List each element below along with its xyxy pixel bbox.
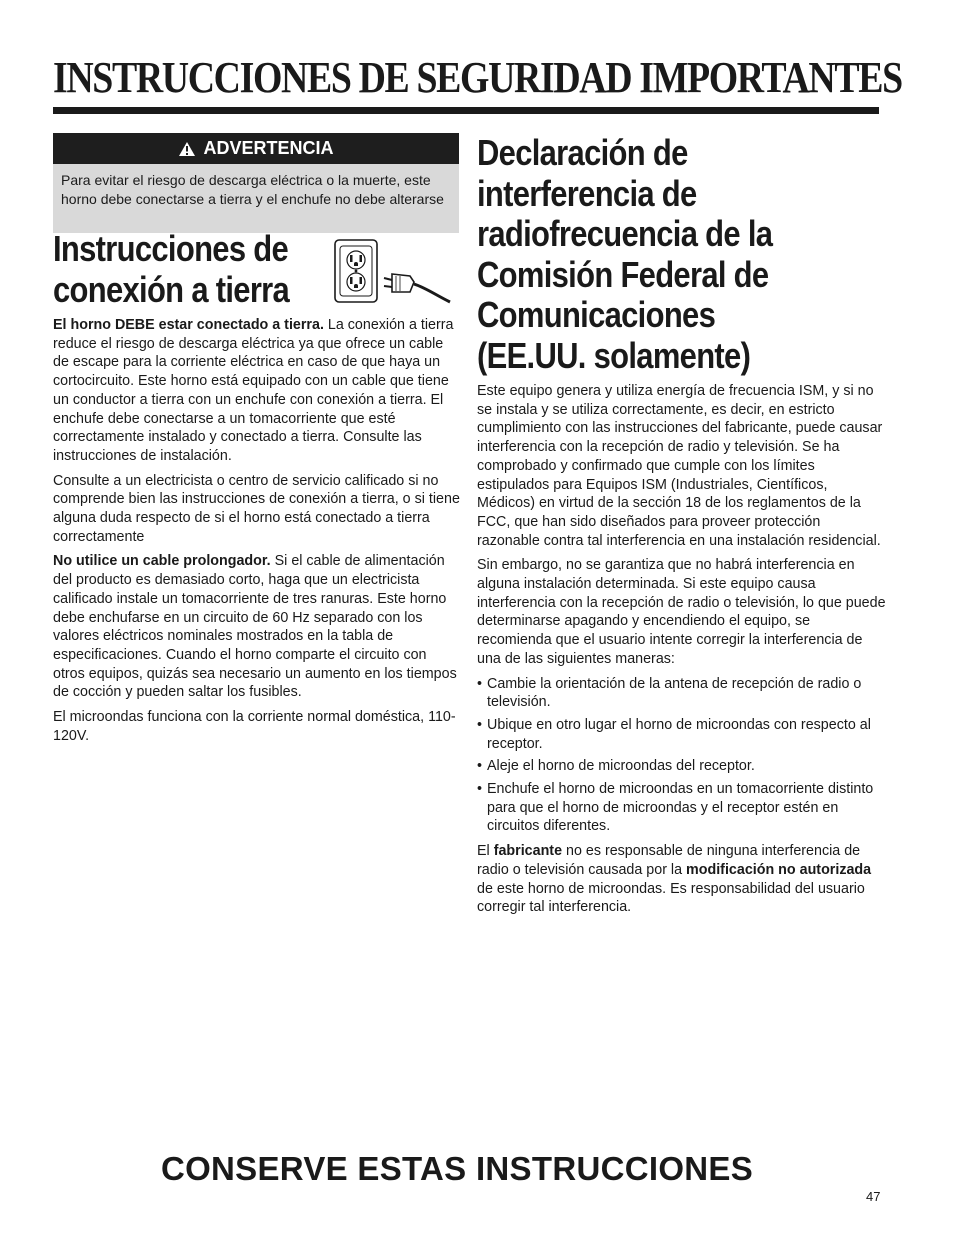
list-item: • Ubique en otro lugar el horno de microondas con respecto al receptor. bbox=[477, 716, 887, 753]
fcc-p3-text: no es responsable de ninguna interferencia de radio o televisión causada por la bbox=[477, 843, 861, 878]
warning-box bbox=[53, 133, 459, 233]
fcc-paragraph-2: Sin embargo, no se garantiza que no habrá interferencia en alguna instalación determinada. Si este equipo causa interferencia con la recepción de radio o televisión, lo que puede determinarse apagando y encendiendo el equipo, se recomienda que el usuario intente corregir la interferencia de una de las siguientes maneras: bbox=[477, 557, 886, 667]
list-item: • Aleje el horno de microondas del receptor. bbox=[477, 757, 887, 776]
fcc-heading bbox=[477, 133, 772, 376]
title-rule bbox=[53, 107, 879, 114]
grounding-heading bbox=[53, 228, 289, 310]
grounding-paragraph-2: Consulte a un electricista o centro de servicio calificado si no comprende bien las instrucciones de conexión a tierra, o si tiene alguna duda respecto de si el horno está conectado a tierra correctamente bbox=[53, 472, 460, 545]
grounding-p1-text: La conexión a tierra reduce el riesgo de descarga eléctrica ya que ofrece un cable de escape para la corriente eléctrica en caso de que haya un cortocircuito. Este horno está equipado con un cable que tiene un conductor a tierra con un enchufe con conexión a tierra. El enchufe debe conectarse a un tomacorriente que esté correctamente instalado y conectado a tierra. Consulte las instrucciones de instalación. bbox=[53, 317, 454, 464]
grounding-heading-line1: Instrucciones de bbox=[53, 228, 289, 269]
fcc-heading-line: Declaración de bbox=[477, 132, 688, 173]
grounding-heading-line2: conexión a tierra bbox=[53, 269, 290, 310]
page-title: INSTRUCCIONES DE SEGURIDAD IMPORTANTES bbox=[53, 53, 902, 102]
grounding-p3-text: Si el cable de alimentación del producto es demasiado corto, haga que un electricista calificado instale un tomacorriente de tres ranuras. Este horno debe enchufarse en un circuito de 60 Hz separado con los valores eléctricos nominales mostrados en la tabla de especificaciones. Cuando el horno comparte el circuito con otros equipos, quizás sea necesario un aumento en los tiempos de cocción y pueden saltar los fusibles. bbox=[53, 553, 457, 701]
page-number: 47 bbox=[866, 1189, 881, 1204]
warning-label: ADVERTENCIA bbox=[203, 138, 334, 158]
fcc-heading-line: Comisión Federal de bbox=[477, 253, 769, 295]
fcc-heading-line: interferencia de bbox=[477, 172, 697, 214]
outlet-plug-icon bbox=[330, 238, 454, 306]
warning-text: Para evitar el riesgo de descarga eléctrica o la muerte, este horno debe conectarse a tierra y el enchufe no debe alterarse bbox=[53, 164, 459, 233]
footer-banner: CONSERVE ESTAS INSTRUCCIONES bbox=[160, 1150, 754, 1187]
fcc-paragraph-1: Este equipo genera y utiliza energía de frecuencia ISM, y si no se instala y se utiliza correctamente, es decir, en estricto cumplimiento con las instrucciones del fabricante, puede causar interferencia con la recepción de radio y televisión. Se ha comprobado y confirmado que cumple con los límites estipulados para Equipos ISM (Industriales, Científicos, Médicos) en virtud de la sección 18 de los reglamentos de la FCC, que han sido diseñados para proveer protección razonable contra tal interferencia en una instalación residencial. bbox=[477, 383, 883, 549]
grounding-p1-bold: El horno DEBE estar conectado a tierra. bbox=[53, 317, 324, 333]
fcc-heading-line: (EE.UU. solamente) bbox=[477, 334, 751, 376]
grounding-p3-bold: No utilice un cable prolongador. bbox=[53, 553, 271, 570]
fcc-p3-text: de este horno de microondas. Es responsabilidad del usuario corregir tal interferencia. bbox=[477, 880, 865, 916]
fcc-paragraph-3 bbox=[477, 842, 887, 917]
fcc-p3-bold: fabricante bbox=[493, 843, 563, 860]
fcc-heading-line: Comunicaciones bbox=[477, 294, 716, 335]
warning-triangle-icon bbox=[178, 141, 196, 157]
grounding-paragraph-3 bbox=[53, 552, 461, 702]
fcc-bullet-list bbox=[477, 675, 887, 837]
fcc-p3-text: El bbox=[477, 843, 494, 860]
grounding-paragraph-4: El microondas funciona con la corriente normal doméstica, 110-120V. bbox=[53, 709, 456, 744]
grounding-paragraph-1 bbox=[53, 316, 461, 466]
list-item: • Enchufe el horno de microondas en un tomacorriente distinto para que el horno de microondas y el receptor estén en circuitos diferentes. bbox=[477, 780, 887, 836]
fcc-heading-line: radiofrecuencia de la bbox=[477, 213, 773, 254]
warning-header bbox=[53, 133, 459, 164]
fcc-text bbox=[477, 382, 887, 923]
list-item: • Cambie la orientación de la antena de recepción de radio o televisión. bbox=[477, 675, 887, 712]
fcc-p3-bold: modificación no autorizada bbox=[686, 861, 872, 878]
grounding-text bbox=[53, 316, 461, 751]
